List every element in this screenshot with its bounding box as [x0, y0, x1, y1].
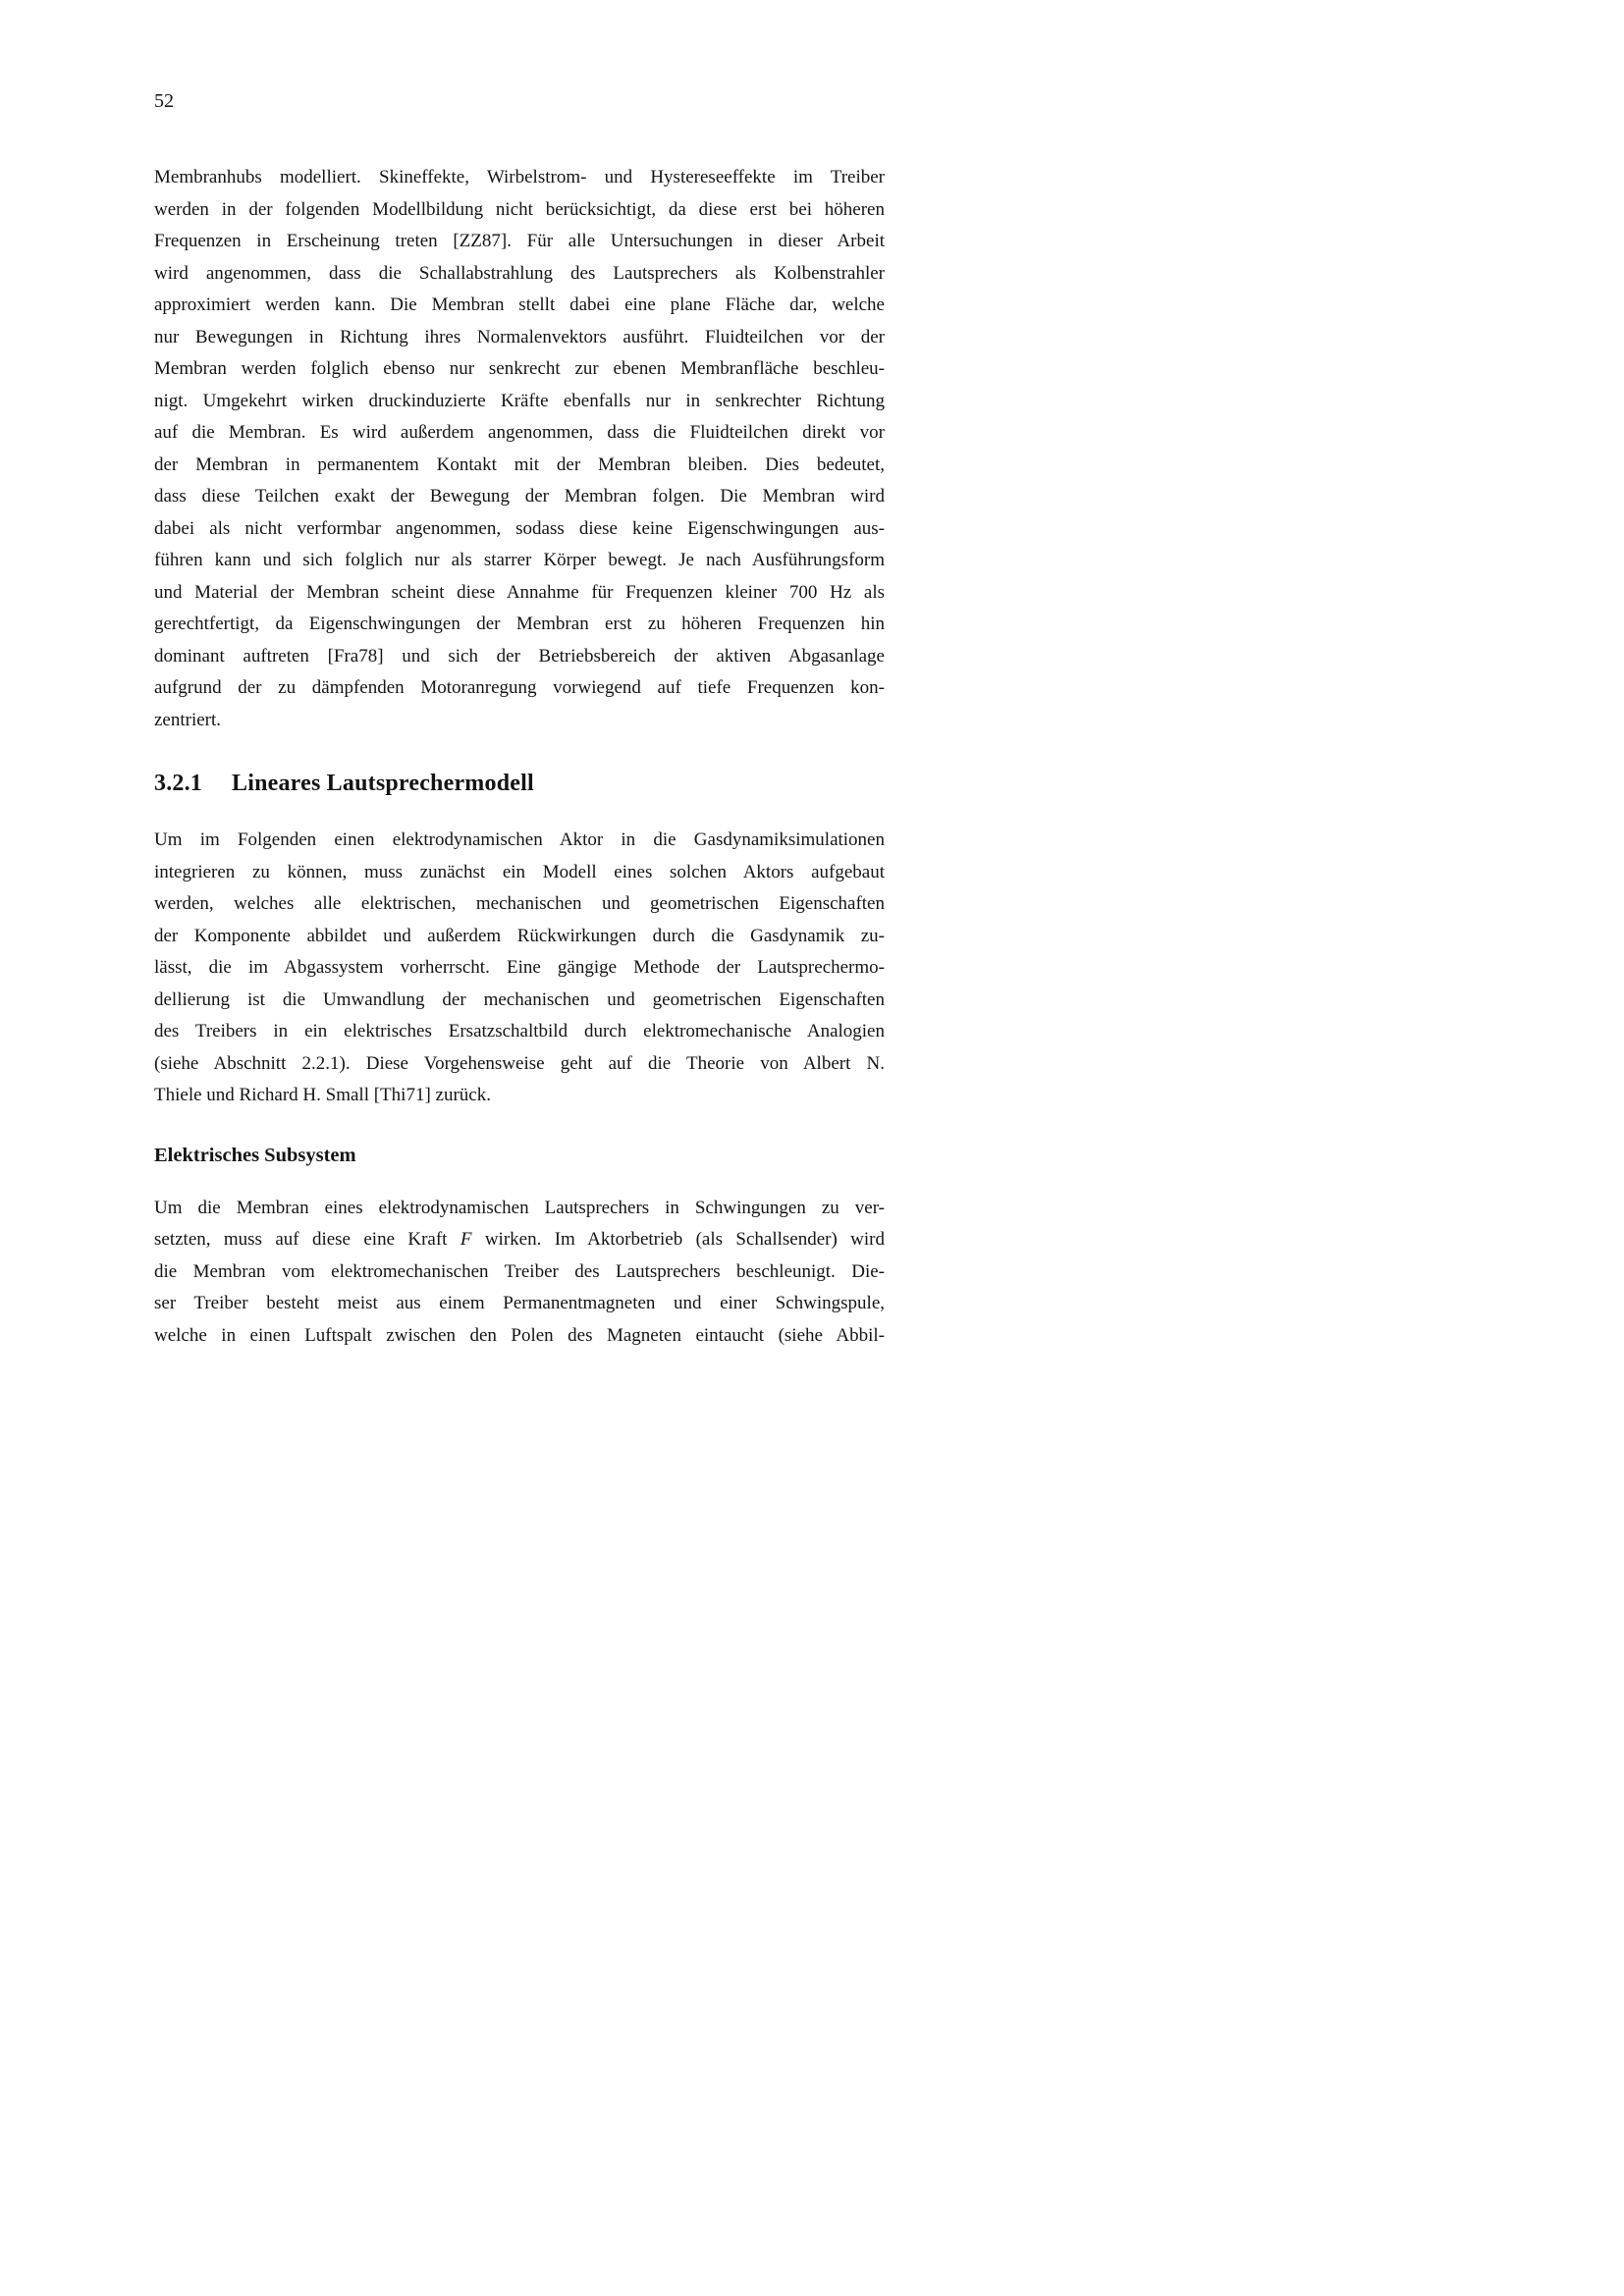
section-heading — [154, 769, 885, 798]
math-symbol: F — [460, 1229, 472, 1250]
text-line: nigt. Umgekehrt wirken druckinduzierte Kräfte ebenfalls nur in senkrechter Richtung — [154, 390, 885, 411]
text-line: lässt, die im Abgassystem vorherrscht. Eine gängige Methode der Lautsprechermo- — [154, 957, 885, 978]
text-line: des Treibers in ein elektrisches Ersatzschaltbild durch elektromechanische Analogien — [154, 1021, 885, 1041]
text-line: Um im Folgenden einen elektrodynamischen Aktor in die Gasdynamiksimulationen — [154, 829, 885, 850]
text-line: wird angenommen, dass die Schallabstrahlung des Lautsprechers als Kolbenstrahler — [154, 262, 885, 284]
text-line: Thiele und Richard H. Small [Thi71] zurück. — [154, 1085, 491, 1105]
text-line: welche in einen Luftspalt zwischen den Polen des Magneten eintaucht (siehe Abbil- — [154, 1324, 885, 1346]
text-line: gerechtfertigt, da Eigenschwingungen der Membran erst zu höheren Frequenzen hin — [154, 614, 885, 634]
subsection-heading: Elektrisches Subsystem — [154, 1144, 356, 1166]
paragraph-lautsprechermodell — [154, 825, 885, 1112]
text-line: dass diese Teilchen exakt der Bewegung der Membran folgen. Die Membran wird — [154, 486, 885, 507]
text-line: auf die Membran. Es wird außerdem angenommen, dass die Fluidteilchen direkt vor — [154, 422, 885, 443]
text-line: nur Bewegungen in Richtung ihres Normalenvektors ausführt. Fluidteilchen vor der — [154, 326, 885, 347]
text-line: Membran werden folglich ebenso nur senkrecht zur ebenen Membranfläche beschleu- — [154, 358, 885, 379]
text-line: (siehe Abschnitt 2.2.1). Diese Vorgehensweise geht auf die Theorie von Albert N. — [154, 1052, 885, 1074]
text-line: setzten, muss auf diese eine Kraft F wirken. Im Aktorbetrieb (als Schallsender) wird — [154, 1229, 885, 1250]
text-line: der Membran in permanentem Kontakt mit der Membran bleiben. Dies bedeutet, — [154, 454, 885, 475]
paragraph-membran-modellierung — [154, 162, 885, 736]
text-line: werden in der folgenden Modellbildung nicht berücksichtigt, da diese erst bei höheren — [154, 198, 885, 220]
paragraph-elektrisches-subsystem — [154, 1193, 885, 1353]
text-line: Um die Membran eines elektrodynamischen Lautsprechers in Schwingungen zu ver- — [154, 1197, 885, 1218]
text-line: approximiert werden kann. Die Membran stellt dabei eine plane Fläche dar, welche — [154, 294, 885, 315]
text-line: Frequenzen in Erscheinung treten [ZZ87]. Für alle Untersuchungen in dieser Arbeit — [154, 231, 885, 251]
text-line: führen kann und sich folglich nur als starrer Körper bewegt. Je nach Ausführungsform — [154, 550, 885, 570]
text-line: dellierung ist die Umwandlung der mechanischen und geometrischen Eigenschaften — [154, 988, 885, 1010]
text-line: dabei als nicht verformbar angenommen, sodass diese keine Eigenschwingungen aus- — [154, 517, 885, 539]
text-line: werden, welches alle elektrischen, mechanischen und geometrischen Eigenschaften — [154, 893, 885, 914]
text-line: integrieren zu können, muss zunächst ein Modell eines solchen Aktors aufgebaut — [154, 861, 885, 882]
section-number: 3.2.1 — [154, 771, 202, 796]
text-line: zentriert. — [154, 709, 222, 730]
text-line: die Membran vom elektromechanischen Treiber des Lautsprechers beschleunigt. Die- — [154, 1260, 885, 1282]
text-line: der Komponente abbildet und außerdem Rückwirkungen durch die Gasdynamik zu- — [154, 925, 885, 946]
text-column — [154, 0, 885, 1352]
page-number: 52 — [154, 90, 174, 112]
text-line: dominant auftreten [Fra78] und sich der Betriebsbereich der aktiven Abgasanlage — [154, 645, 885, 667]
text-line: aufgrund der zu dämpfenden Motoranregung vorwiegend auf tiefe Frequenzen kon- — [154, 677, 885, 698]
text-line: und Material der Membran scheint diese Annahme für Frequenzen kleiner 700 Hz als — [154, 581, 885, 603]
text-line: ser Treiber besteht meist aus einem Permanentmagneten und einer Schwingspule, — [154, 1293, 885, 1313]
section-title: Lineares Lautsprechermodell — [232, 771, 534, 796]
text-line: Membranhubs modelliert. Skineffekte, Wirbelstrom- und Hystereseeffekte im Treiber — [154, 167, 885, 187]
